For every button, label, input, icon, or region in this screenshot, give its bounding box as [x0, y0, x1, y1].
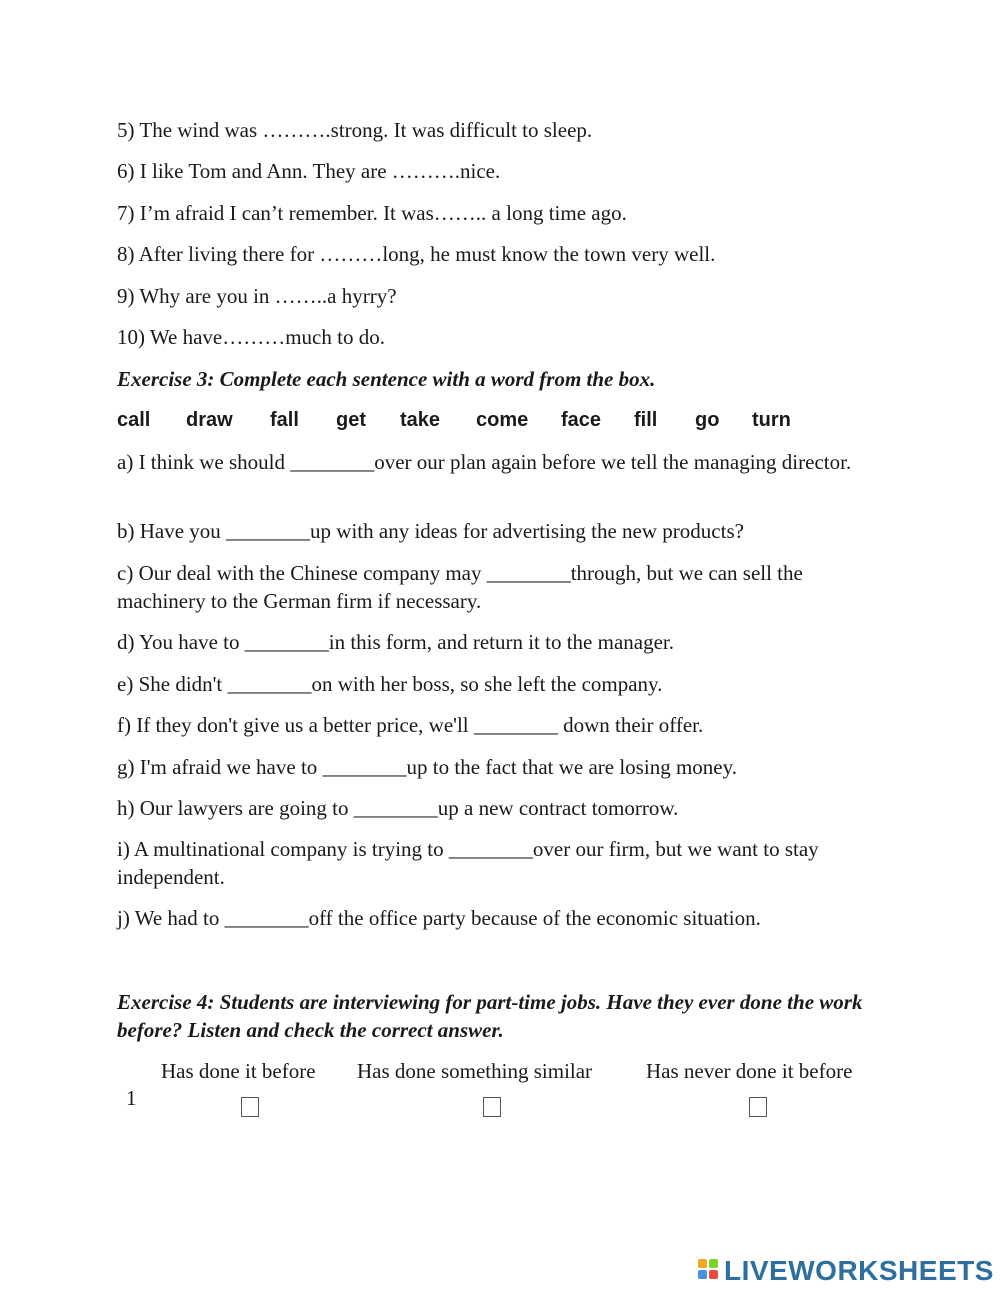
sentence-h: h) Our lawyers are going to ________up a new contract tomorrow.: [117, 796, 679, 820]
sentence-8: 8) After living there for ………long, he must know the town very well.: [117, 242, 716, 266]
sentence-5: 5) The wind was ……….strong. It was difficult to sleep.: [117, 118, 593, 142]
word-call: call: [117, 409, 151, 431]
sentence-c: c) Our deal with the Chinese company may ________through, but we can sell the machinery to the German firm if necessary.: [117, 561, 809, 613]
word-draw: draw: [186, 409, 233, 431]
sentence-f: f) If they don't give us a better price, we'll ________ down their offer.: [117, 713, 704, 737]
liveworksheets-logo: [698, 1255, 994, 1287]
word-get: get: [336, 409, 366, 431]
word-fall: fall: [270, 409, 299, 431]
word-go: go: [695, 409, 720, 431]
logo-text: LIVEWORKSHEETS: [724, 1255, 994, 1286]
word-turn: turn: [752, 409, 791, 431]
row-number: 1: [126, 1086, 137, 1110]
checkbox-has-done-something-similar[interactable]: [483, 1097, 501, 1117]
word-face: face: [561, 409, 602, 431]
sentence-6: 6) I like Tom and Ann. They are ……….nice.: [117, 159, 501, 183]
sentence-d: d) You have to ________in this form, and return it to the manager.: [117, 630, 675, 654]
sentence-j: j) We had to ________off the office party because of the economic situation.: [117, 906, 761, 930]
sentence-g: g) I'm afraid we have to ________up to the fact that we are losing money.: [117, 755, 737, 779]
exercise-3-heading: Exercise 3: Complete each sentence with a word from the box.: [117, 367, 656, 391]
column-has-done-it-before: Has done it before: [161, 1059, 316, 1083]
column-has-done-something-similar: Has done something similar: [357, 1059, 593, 1083]
sentence-a: a) I think we should ________over our plan again before we tell the managing director.: [117, 450, 852, 474]
column-has-never-done-it-before: Has never done it before: [646, 1059, 853, 1083]
sentence-e: e) She didn't ________on with her boss, so she left the company.: [117, 672, 663, 696]
sentence-b: b) Have you ________up with any ideas for advertising the new products?: [117, 519, 744, 543]
sentence-9: 9) Why are you in ……..a hyrry?: [117, 284, 397, 308]
word-take: take: [400, 409, 441, 431]
checkbox-has-never-done-it-before[interactable]: [749, 1097, 767, 1117]
word-fill: fill: [634, 409, 658, 431]
exercise-4-heading: Exercise 4: Students are interviewing for part-time jobs. Have they ever done the work before? Listen and check the correct answer.: [117, 990, 868, 1042]
sentence-10: 10) We have………much to do.: [117, 325, 385, 349]
checkbox-has-done-it-before[interactable]: [241, 1097, 259, 1117]
sentence-i: i) A multinational company is trying to ________over our firm, but we want to stay independent.: [117, 837, 824, 889]
word-come: come: [476, 409, 529, 431]
sentence-7: 7) I’m afraid I can’t remember. It was…….. a long time ago.: [117, 201, 627, 225]
logo-mark-icon: [698, 1259, 720, 1283]
